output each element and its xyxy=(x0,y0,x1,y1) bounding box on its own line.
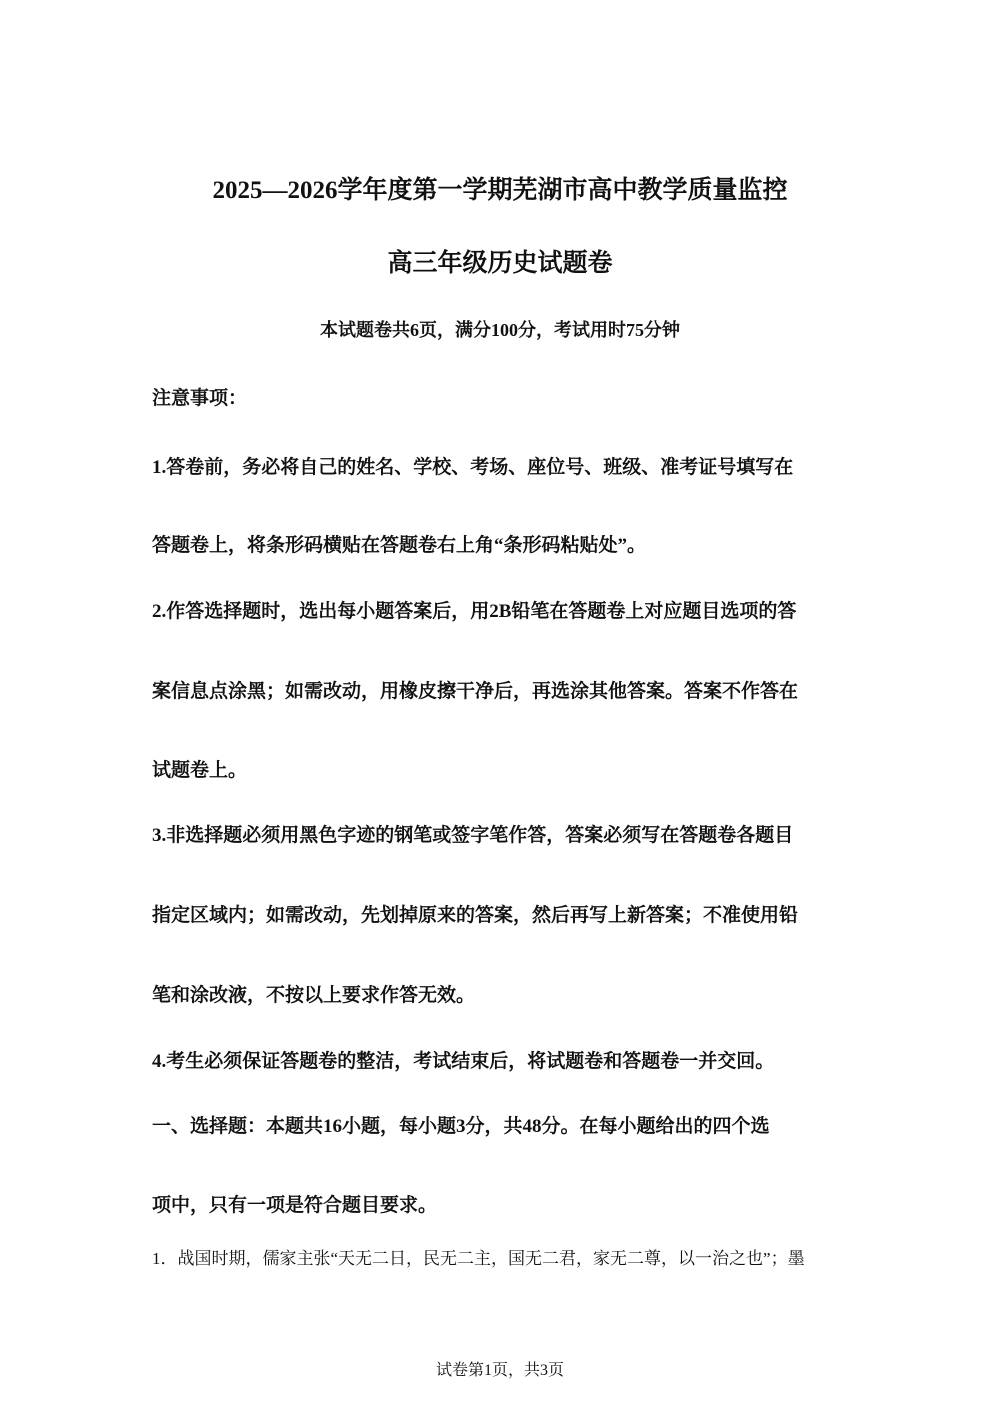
exam-info: 本试题卷共6页，满分100分，考试用时75分钟 xyxy=(320,320,680,340)
notice-line: 笔和涂改液，不按以上要求作答无效。 xyxy=(152,985,476,1006)
exam-subtitle: 高三年级历史试题卷 xyxy=(387,250,613,277)
notice-line: 3.非选择题必须用黑色字迹的钢笔或签字笔作答，答案必须写在答题卷各题目 xyxy=(152,825,794,846)
question-1-text: 1．战国时期，儒家主张“天无二日，民无二主，国无二君，家无二尊，以一治之也”；墨 xyxy=(152,1249,805,1268)
notice-line: 指定区域内；如需改动，先划掉原来的答案，然后再写上新答案；不准使用铅 xyxy=(152,905,799,926)
section-heading: 一、选择题：本题共16小题，每小题3分，共48分。在每小题给出的四个选 xyxy=(152,1116,770,1137)
notice-line: 试题卷上。 xyxy=(152,760,248,781)
notice-line: 案信息点涂黑；如需改动，用橡皮擦干净后，再选涂其他答案。答案不作答在 xyxy=(152,681,799,702)
notice-line: 2.作答选择题时，选出每小题答案后，用2B铅笔在答题卷上对应题目选项的答 xyxy=(152,601,797,622)
notice-line: 1.答卷前，务必将自己的姓名、学校、考场、座位号、班级、准考证号填写在 xyxy=(152,457,794,478)
notice-line: 4.考生必须保证答题卷的整洁，考试结束后，将试题卷和答题卷一并交回。 xyxy=(152,1051,775,1072)
notice-line: 答题卷上，将条形码横贴在答题卷右上角“条形码粘贴处”。 xyxy=(152,535,647,556)
section-heading-continued: 项中，只有一项是符合题目要求。 xyxy=(152,1195,438,1216)
exam-title: 2025—2026学年度第一学期芜湖市高中教学质量监控 xyxy=(212,177,788,204)
notice-heading: 注意事项： xyxy=(152,388,248,409)
page-footer: 试卷第1页，共3页 xyxy=(435,1362,564,1379)
